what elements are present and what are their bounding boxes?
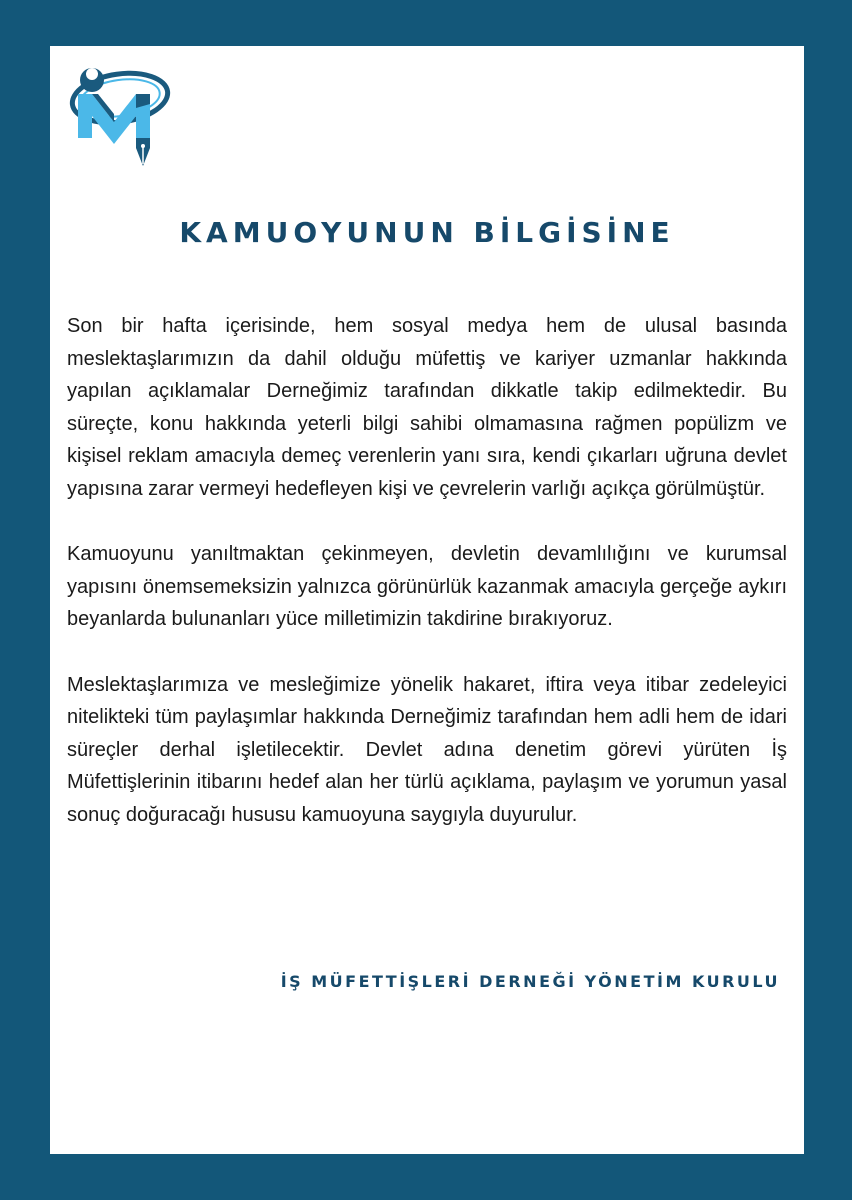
- signature: İŞ MÜFETTİŞLERİ DERNEĞİ YÖNETİM KURULU: [280, 972, 780, 991]
- page-title: KAMUOYUNUN BİLGİSİNE: [179, 216, 675, 249]
- announcement-body: [67, 310, 787, 864]
- document-page: [50, 46, 804, 1154]
- paragraph: Kamuoyunu yanıltmaktan çekinmeyen, devletin devamlılığını ve kurumsal yapısını önemsemeksizin yalnızca görünürlük kazanmak amacıyla gerçeğe aykırı beyanlarda bulunanları yüce milletimizin takdirine bırakıyoruz.: [67, 543, 787, 630]
- paragraph: Son bir hafta içerisinde, hem sosyal medya hem de ulusal basında meslektaşlarımızın da dahil olduğu müfettiş ve kariyer uzmanlar hakkında yapılan açıklamalar Derneğimiz tarafından dikkatle takip edilmektedir. Bu süreçte, konu hakkında yeterli bilgi sahibi olmamasına rağmen popülizm ve kişisel reklam amacıyla demeç verenlerin yanı sıra, kendi çıkarları uğruna devlet yapısına zarar vermeyi hedefleyen kişi ve çevrelerin varlığı açıkça görülmüştür.: [67, 315, 787, 500]
- association-logo-icon: [64, 60, 172, 170]
- paragraph: Meslektaşlarımıza ve mesleğimize yönelik hakaret, iftira veya itibar zedeleyici nitelikteki tüm paylaşımlar hakkında Derneğimiz tarafından hem adli hem de idari süreçler derhal işletilecektir. Devlet adına denetim görevi yürüten İş Müfettişlerinin itibarını hedef alan her türlü açıklama, paylaşım ve yorumun yasal sonuç doğuracağı hususu kamuoyuna saygıyla duyurulur.: [67, 673, 787, 826]
